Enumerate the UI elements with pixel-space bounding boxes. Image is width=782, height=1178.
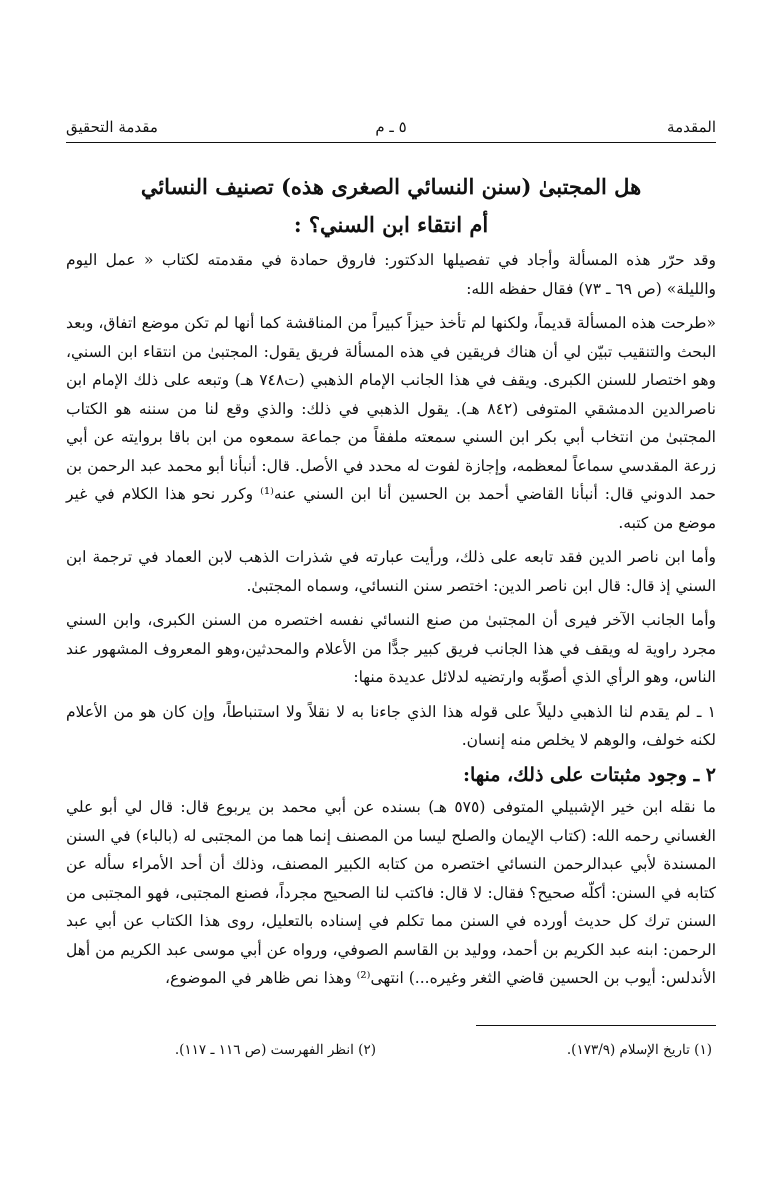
evidence-2-heading: ٢ ـ وجود مثبتات على ذلك، منها: bbox=[462, 763, 716, 786]
header-chapter-name: مقدمة التحقيق bbox=[66, 118, 158, 136]
footnote-1: (١) تاريخ الإسلام (١٧٣/٩). bbox=[566, 1042, 712, 1058]
paragraph-quote: «طرحت هذه المسألة قديماً، ولكنها لم تأخذ حيزاً كبيراً من المناقشة كما أنها لم تكن موضع اتفاق، وبعد البحث والتنقيب تبيّن لي أن هناك فريقين في هذه المسألة فريق يقول: المجتبىٰ من انتقاء ابن السني، وهو اختصار للسنن الكبرى. ويقف في هذا الجانب الإمام الذهبي (ت٧٤٨ هـ) وتبعه على ذلك الإمام ابن ناصرالدين الدمشقي المتوفى (٨٤٢ هـ). يقول الذهبي في ذلك: والذي وقع لنا من سننه هو الكتاب المجتبىٰ من انتخاب أبي بكر ابن السني سمعته ملفقاً من جماعة سمعوه من ابن باقا بروايته عن أبي زرعة المقدسي سماعاً لمعظمه، وإجازة لفوت له محدد في الأصل. قال: أنبأنا أبو محمد عبد الرحمن بن حمد الدوني قال: أنبأنا القاضي أحمد بن الحسين أنا ابن السني عنه⁽¹⁾ وكرر نحو هذا الكلام في غير موضع من كتبه. bbox=[66, 314, 716, 532]
paragraph-ibn-nasir: وأما ابن ناصر الدين فقد تابعه على ذلك، ورأيت عبارته في شذرات الذهب لابن العماد في ترجمة ابن السني إذ قال: قال ابن ناصر الدين: اختصر سنن النسائي، وسماه المجتبىٰ. bbox=[66, 548, 716, 595]
paragraph-other-side: وأما الجانب الآخر فيرى أن المجتبىٰ من صنع النسائي نفسه اختصره من السنن الكبرى، وابن السني مجرد راوية له ويقف في هذا الجانب فريق كبير جدًّا من الأعلام والمحدثين،وهو المعروف المشهور عند الناس، وهو الرأي الذي أصوِّبه وارتضيه لدلائل عديدة منها: bbox=[66, 611, 716, 686]
footnote-2: (٢) انظر الفهرست (ص ١١٦ ـ ١١٧). bbox=[174, 1042, 376, 1058]
header-page-number: ٥ ـ م bbox=[375, 118, 407, 136]
paragraph-intro: وقد حرّر هذه المسألة وأجاد في تفصيلها الدكتور: فاروق حمادة في مقدمته لكتاب « عمل اليوم والليلة» (ص ٦٩ ـ ٧٣) فقال حفظه الله: bbox=[66, 251, 716, 298]
paragraph-evidence-2: ما نقله ابن خير الإشبيلي المتوفى (٥٧٥ هـ) بسنده عن أبي محمد بن يربوع قال: قال لي أبو علي الغساني رحمه الله: (كتاب الإيمان والصلح ليسا من المصنف إنما هما من المجتبى له (بالباء) في السنن المسندة لأبي عبدالرحمن النسائي اختصره من كتابه الكبير المصنف، وذلك أن أحد الأمراء سأله عن كتابه في السنن: أكلّه صحيح؟ فقال: لا قال: فاكتب لنا الصحيح مجرداً، فصنع المجتبى، فهو المجتبى من السنن ترك كل حديث أورده في السنن مما تكلم في إسناده بالتعليل، روى هذا الكتاب عن أبي عبد الرحمن: ابنه عبد الكريم بن أحمد، ووليد بن القاسم الصوفي، ورواه عن أبي موسى عبد الكريم من أهل الأندلس: أيوب بن الحسين قاضي الثغر وغيره...) انتهى⁽²⁾ وهذا نص ظاهر في الموضوع، bbox=[66, 798, 716, 987]
paragraph-evidence-1: ١ ـ لم يقدم لنا الذهبي دليلاً على قوله هذا الذي جاءنا به لا نقلاً ولا استنباطاً، وإن كان هو من الأعلام لكنه خولف، والوهم لا يخلص منه إنسان. bbox=[66, 702, 716, 749]
section-title bbox=[60, 168, 722, 244]
footnote-rule bbox=[476, 1025, 716, 1026]
running-header bbox=[66, 112, 716, 142]
header-rule bbox=[66, 142, 716, 143]
section-title-line-1: هل المجتبىٰ (سنن النسائي الصغرى هذه) تصنيف النسائي bbox=[140, 174, 642, 199]
header-section-name: المقدمة bbox=[667, 118, 716, 136]
section-title-line-2: أم انتقاء ابن السني؟ : bbox=[293, 212, 489, 237]
body-text bbox=[66, 246, 716, 1007]
